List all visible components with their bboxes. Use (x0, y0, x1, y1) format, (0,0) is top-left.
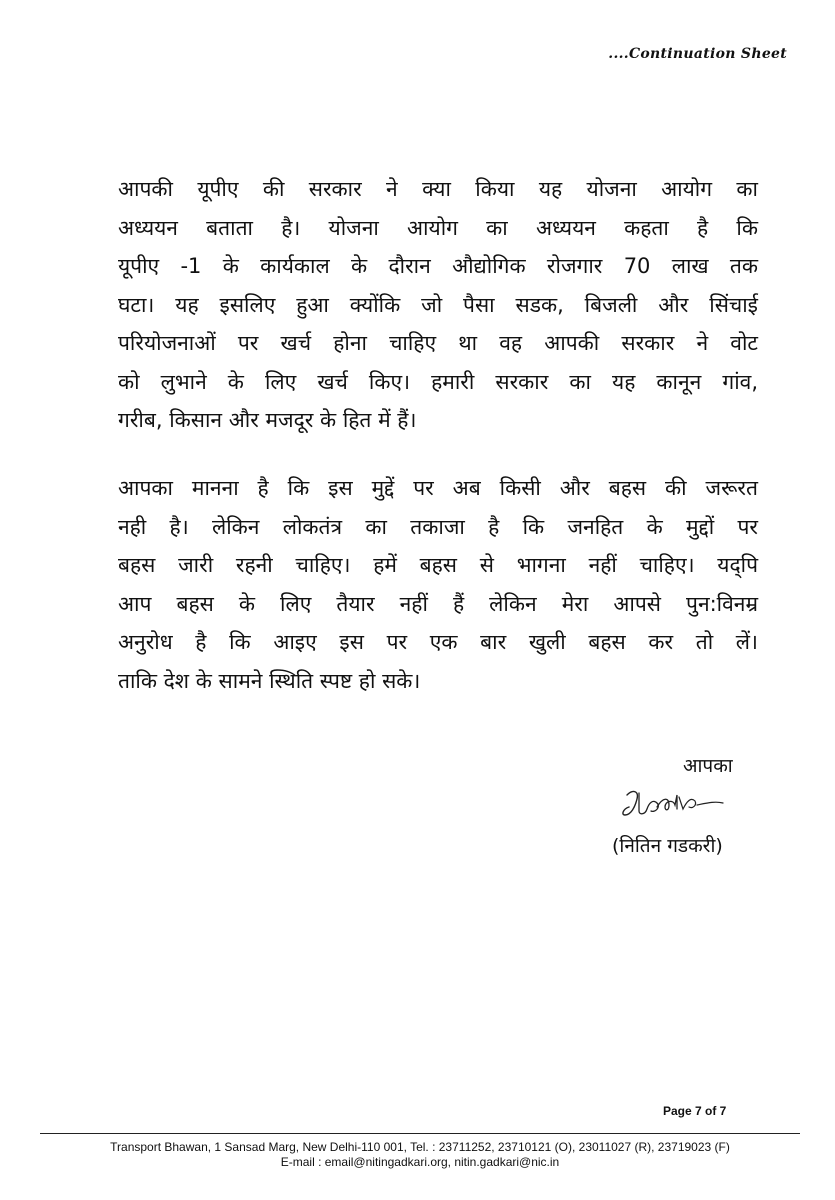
signature (617, 785, 727, 821)
footer-divider (40, 1133, 800, 1134)
paragraph-line: परियोजनाओं पर खर्च होना चाहिए था वह आपकी सरकार ने वोट (118, 331, 758, 355)
paragraph-line: को लुभाने के लिए खर्च किए। हमारी सरकार का यह कानून गांव, (118, 369, 758, 394)
paragraph-line: अनुरोध है कि आइए इस पर एक बार खुली बहस कर तो लें। (118, 630, 758, 654)
footer-address: Transport Bhawan, 1 Sansad Marg, New Delhi-110 001, Tel. : 23711252, 23710121 (O), 23011027 (R), 23719023 (F) (110, 1140, 730, 1154)
paragraph-line: बहस जारी रहनी चाहिए। हमें बहस से भागना नहीं चाहिए। यद्पि (118, 553, 758, 577)
body-paragraph-1 (118, 170, 758, 440)
paragraph-line: यूपीए -1 के कार्यकाल के दौरान औद्योगिक रोजगार 70 लाख तक (118, 254, 758, 278)
paragraph-line: गरीब, किसान और मजदूर के हित में हैं। (118, 408, 417, 432)
paragraph-line: ताकि देश के सामने स्थिति स्पष्ट हो सके। (118, 668, 421, 693)
signer-name: (नितिन गडकरी) (612, 835, 723, 857)
paragraph-line: आपका मानना है कि इस मुद्दें पर अब किसी और बहस की जरूरत (118, 476, 758, 500)
paragraph-line: नही है। लेकिन लोकतंत्र का तकाजा है कि जनहित के मुद्दों पर (118, 514, 758, 539)
footer-email: E-mail : email@nitingadkari.org, nitin.gadkari@nic.in (280, 1155, 560, 1169)
paragraph-line: आप बहस के लिए तैयार नहीं हैं लेकिन मेरा आपसे पुन:विनम्र (118, 591, 758, 616)
paragraph-line: अध्ययन बताता है। योजना आयोग का अध्ययन कहता है कि (118, 215, 758, 240)
footer (40, 1140, 800, 1170)
paragraph-line: आपकी यूपीए की सरकार ने क्या किया यह योजना आयोग का (118, 177, 758, 201)
salutation: आपका (683, 755, 733, 777)
continuation-sheet-label: ....Continuation Sheet (608, 46, 787, 62)
body-paragraph-2 (118, 469, 758, 700)
paragraph-line: घटा। यह इसलिए हुआ क्योंकि जो पैसा सडक, बिजली और सिंचाई (118, 292, 758, 317)
page-number: Page 7 of 7 (663, 1104, 727, 1118)
